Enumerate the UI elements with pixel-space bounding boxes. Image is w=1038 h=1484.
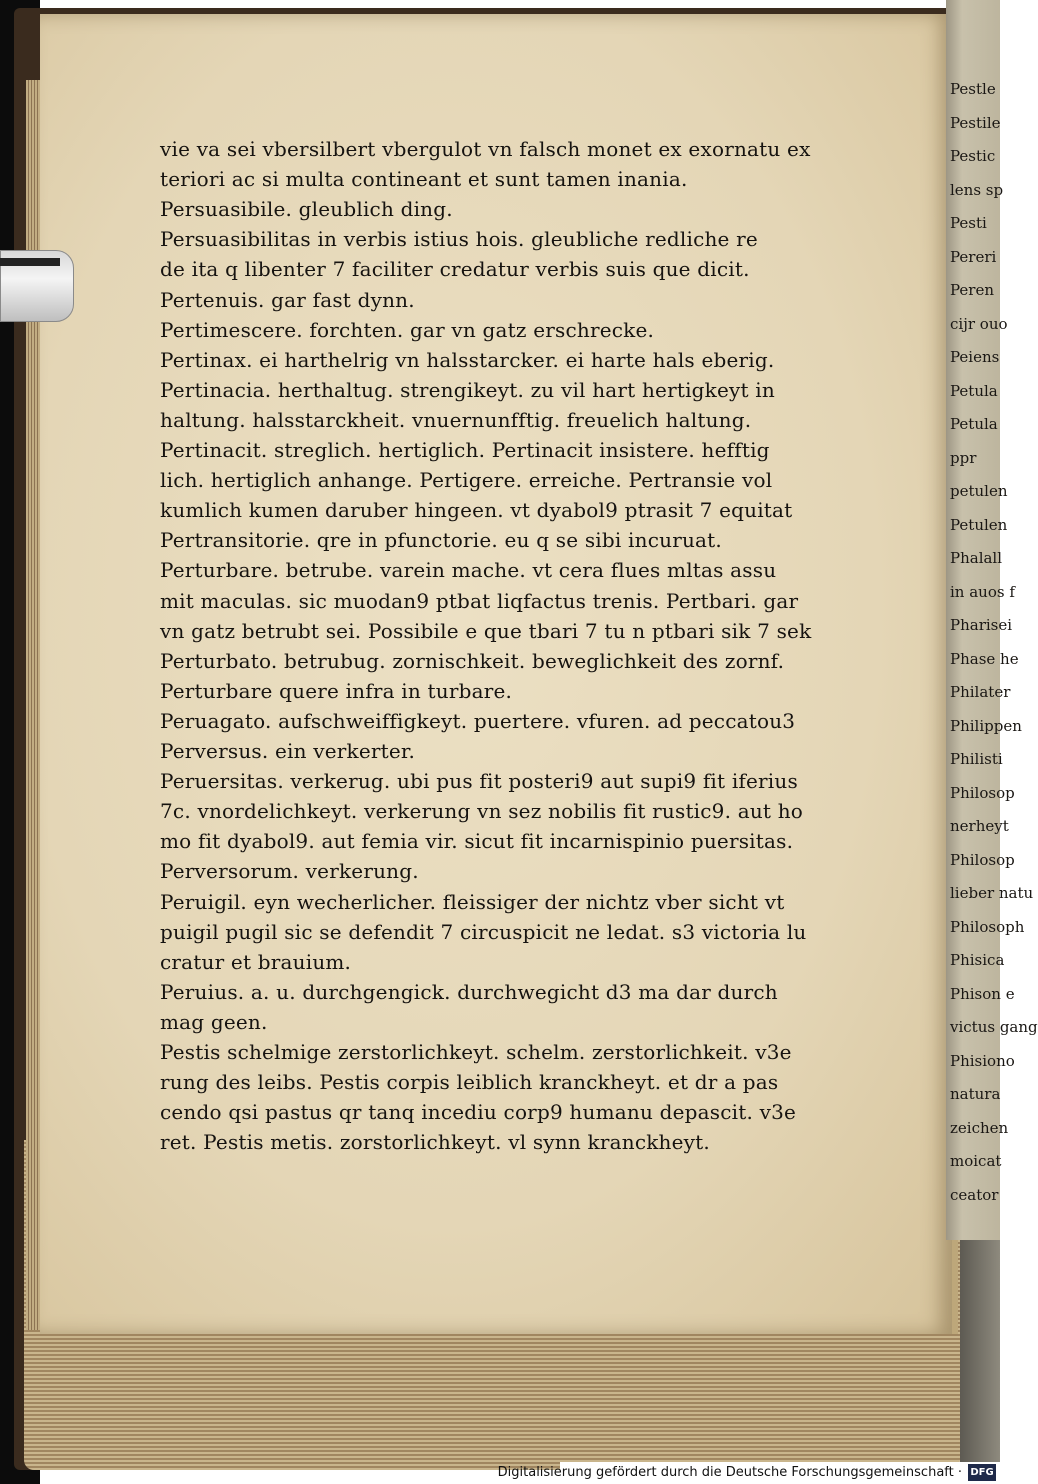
right-page-word: Philosop [950, 850, 1015, 869]
right-page-word: Pestle [950, 80, 996, 98]
right-page-word: lieber natu [950, 884, 1034, 902]
text-line: Pertinax. ei harthelrig vn halsstarcker. ei harte hals eberig. [160, 347, 775, 372]
right-page-word: cijr ouo [950, 314, 1008, 333]
bookmark-clip-slot [0, 258, 60, 266]
text-line: Perversorum. verkerung. [160, 859, 419, 884]
right-page-word: Petula [950, 415, 998, 433]
right-page-word: victus gang [950, 1018, 1038, 1036]
right-page-word: Pestic [950, 147, 996, 165]
text-line: Pertinacit. streglich. hertiglich. Pertinacit insistere. hefftig [160, 438, 770, 462]
right-page-word: Phisiono [950, 1051, 1015, 1070]
text-line: Perversus. ein verkerter. [160, 739, 416, 763]
right-page-word: Pharisei [950, 616, 1013, 634]
right-page-word: Pestile [950, 113, 1001, 132]
right-page-word: Peren [950, 281, 995, 299]
right-page-word: Petula [950, 381, 998, 400]
text-line: 7c. vnordelichkeyt. verkerung vn sez nobilis fit rustic9. aut ho [160, 799, 804, 824]
text-line: cratur et brauium. [160, 949, 352, 974]
text-line: Perturbare quere infra in turbare. [160, 678, 513, 703]
text-line: kumlich kumen daruber hingeen. vt dyabol9 ptrasit 7 equitat [160, 498, 793, 523]
dfg-logo: DFG [968, 1464, 996, 1481]
text-line: vie va sei vbersilbert vbergulot vn falsch monet ex exornatu ex [160, 137, 811, 161]
right-page-fragment [946, 0, 1038, 1240]
right-page-word: Philisti [950, 750, 1003, 768]
text-line: de ita q libenter 7 faciliter credatur verbis suis que dicit. [160, 257, 750, 282]
right-page-word: natura [950, 1085, 1001, 1103]
text-line: Perturbato. betrubug. zornischkeit. beweglichkeit des zornf. [160, 648, 785, 673]
text-line: Pertinacia. herthaltug. strengikeyt. zu vil hart hertigkeyt in [160, 377, 775, 402]
right-page-word: Phase he [950, 649, 1019, 668]
right-page-word: Petulen [950, 515, 1008, 534]
right-page-word: ceator [950, 1185, 999, 1204]
text-line: teriori ac si multa contineant et sunt tamen inania. [160, 167, 688, 192]
right-page-word: moicat [950, 1152, 1002, 1170]
text-line: Persuasibilitas in verbis istius hois. gleubliche redliche re [160, 227, 758, 252]
right-page-word: ppr [950, 448, 977, 467]
text-line: vn gatz betrubt sei. Possibile e que tbari 7 tu n ptbari sik 7 sek [160, 618, 812, 643]
right-page-word: zeichen [950, 1118, 1009, 1137]
text-line: mo fit dyabol9. aut femia vir. sicut fit incarnispinio puersitas. [160, 829, 794, 854]
text-line: Pestis schelmige zerstorlichkeyt. schelm. zerstorlichkeit. v3e [160, 1040, 792, 1064]
text-line: haltung. halsstarckheit. vnuernunfftig. freuelich haltung. [160, 407, 752, 432]
text-line: rung des leibs. Pestis corpis leiblich kranckheyt. et dr a pas [160, 1070, 779, 1095]
right-page-word: nerheyt [950, 817, 1009, 835]
right-page-word: Philippen [950, 716, 1022, 735]
right-page-word: Phison e [950, 984, 1015, 1003]
right-page-word: lens sp [950, 180, 1004, 199]
text-line: Perturbare. betrube. varein mache. vt cera flues mltas assu [160, 558, 777, 583]
text-line: Peruagato. aufschweiffigkeyt. puertere. vfuren. ad peccatou3 [160, 708, 796, 733]
text-line: lich. hertiglich anhange. Pertigere. erreiche. Pertransie vol [160, 468, 773, 493]
text-line: Peruersitas. verkerug. ubi pus fit posteri9 aut supi9 fit iferius [160, 769, 798, 794]
text-line: mit maculas. sic muodan9 ptbat liqfactus trenis. Pertbari. gar [160, 588, 799, 613]
right-page-word: Philosop [950, 783, 1015, 802]
text-line: mag geen. [160, 1009, 268, 1034]
text-line: Peruius. a. u. durchgengick. durchwegicht d3 ma dar durch [160, 979, 778, 1004]
text-line: Peruigil. eyn wecherlicher. fleissiger der nichtz vber sicht vt [160, 889, 785, 914]
text-line: ret. Pestis metis. zorstorlichkeyt. vl synn kranckheyt. [160, 1130, 710, 1155]
text-line: Pertenuis. gar fast dynn. [160, 287, 415, 312]
right-page-word: Philosoph [950, 917, 1025, 936]
right-page-word: Phalall [950, 549, 1003, 567]
text-line: Pertimescere. forchten. gar vn gatz erschrecke. [160, 317, 655, 342]
right-page-word: Peiens [950, 348, 1000, 366]
footer-credit: Digitalisierung gefördert durch die Deutsche Forschungsgemeinschaft · [497, 1465, 962, 1480]
text-line: Persuasibile. gleublich ding. [160, 197, 453, 222]
right-page-word: Phisica [950, 951, 1005, 969]
footer-bar [497, 1462, 1000, 1484]
right-page-word: petulen [950, 482, 1008, 500]
right-page-word: Philater [950, 683, 1011, 701]
text-line: cendo qsi pastus qr tanq incediu corp9 humanu depascit. v3e [160, 1100, 797, 1125]
right-page-word: Pesti [950, 214, 987, 232]
text-line: Pertransitorie. qre in pfunctorie. eu q se sibi incuruat. [160, 528, 722, 553]
text-line: puigil pugil sic se defendit 7 circuspicit ne ledat. s3 victoria lu [160, 919, 807, 944]
right-page-word: in auos f [950, 582, 1015, 601]
right-page-word: Pereri [950, 247, 997, 266]
